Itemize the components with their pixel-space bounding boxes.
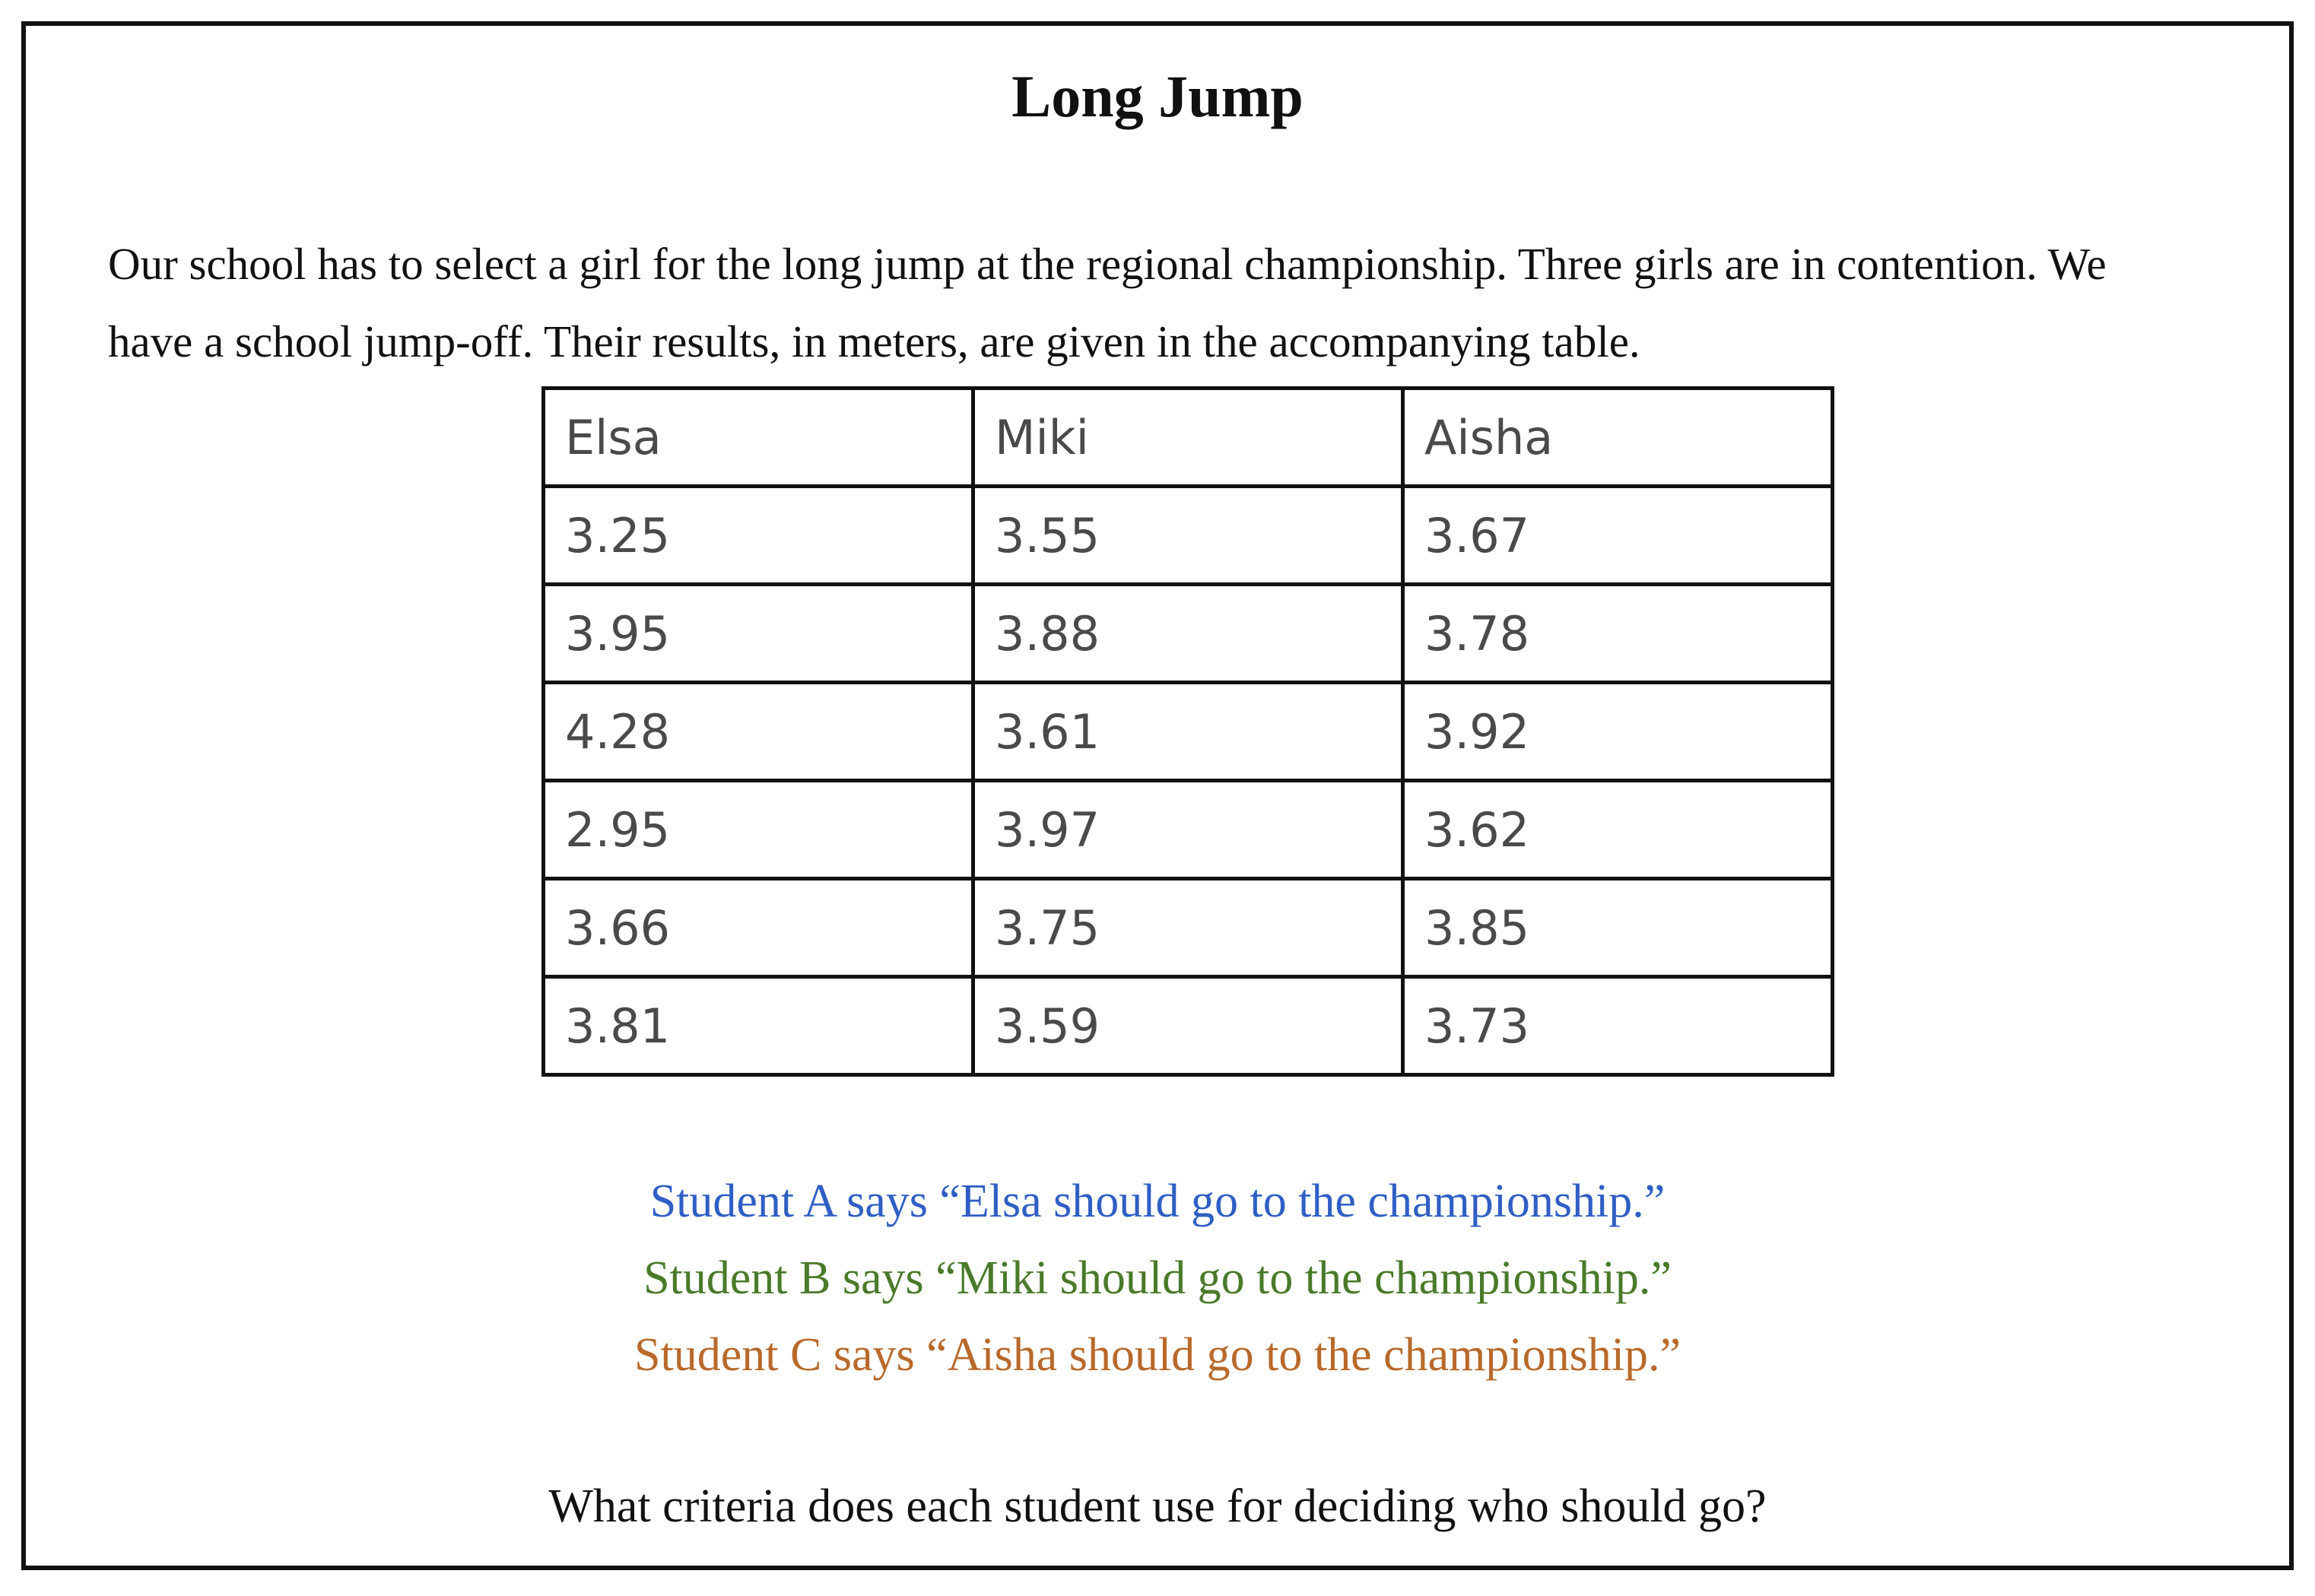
closing-question: What criteria does each student use for deciding who should go? xyxy=(548,1480,1767,1532)
table-cell: 2.95 xyxy=(544,781,973,879)
table-cell: 3.75 xyxy=(973,879,1403,977)
table-header-row xyxy=(544,389,1833,487)
table-cell: 4.28 xyxy=(544,683,973,781)
statement-student-a: Student A says “Elsa should go to the championship.” xyxy=(649,1176,1666,1227)
table-row xyxy=(544,683,1833,781)
table-cell: 3.78 xyxy=(1403,585,1833,683)
table-cell: 3.85 xyxy=(1403,879,1833,977)
statement-student-b: Student B says “Miki should go to the championship.” xyxy=(643,1252,1672,1304)
page-title: Long Jump xyxy=(1011,63,1304,129)
header-miki: Miki xyxy=(973,389,1403,487)
table-cell: 3.95 xyxy=(544,585,973,683)
table-cell: 3.25 xyxy=(544,487,973,585)
header-aisha: Aisha xyxy=(1403,389,1833,487)
table-row xyxy=(544,781,1833,879)
table-cell: 3.55 xyxy=(973,487,1403,585)
table-row xyxy=(544,977,1833,1075)
table-cell: 3.67 xyxy=(1403,487,1833,585)
table-cell: 3.66 xyxy=(544,879,973,977)
table-cell: 3.59 xyxy=(973,977,1403,1075)
header-elsa: Elsa xyxy=(544,389,973,487)
table-row xyxy=(544,585,1833,683)
intro-paragraph xyxy=(108,225,2283,380)
table-cell: 3.73 xyxy=(1403,977,1833,1075)
table-cell: 3.62 xyxy=(1403,781,1833,879)
statement-student-c: Student C says “Aisha should go to the championship.” xyxy=(634,1329,1681,1381)
table-cell: 3.92 xyxy=(1403,683,1833,781)
table-row xyxy=(544,879,1833,977)
table-row xyxy=(544,487,1833,585)
intro-line-1: Our school has to select a girl for the long jump at the regional championship. Three girls are in contention. We xyxy=(108,239,2107,289)
student-statements xyxy=(0,1163,2315,1394)
results-table xyxy=(541,386,1834,1077)
table-cell: 3.61 xyxy=(973,683,1403,781)
table-cell: 3.88 xyxy=(973,585,1403,683)
table-cell: 3.81 xyxy=(544,977,973,1075)
table-cell: 3.97 xyxy=(973,781,1403,879)
intro-line-2: have a school jump-off. Their results, in meters, are given in the accompanying table. xyxy=(108,316,1640,366)
